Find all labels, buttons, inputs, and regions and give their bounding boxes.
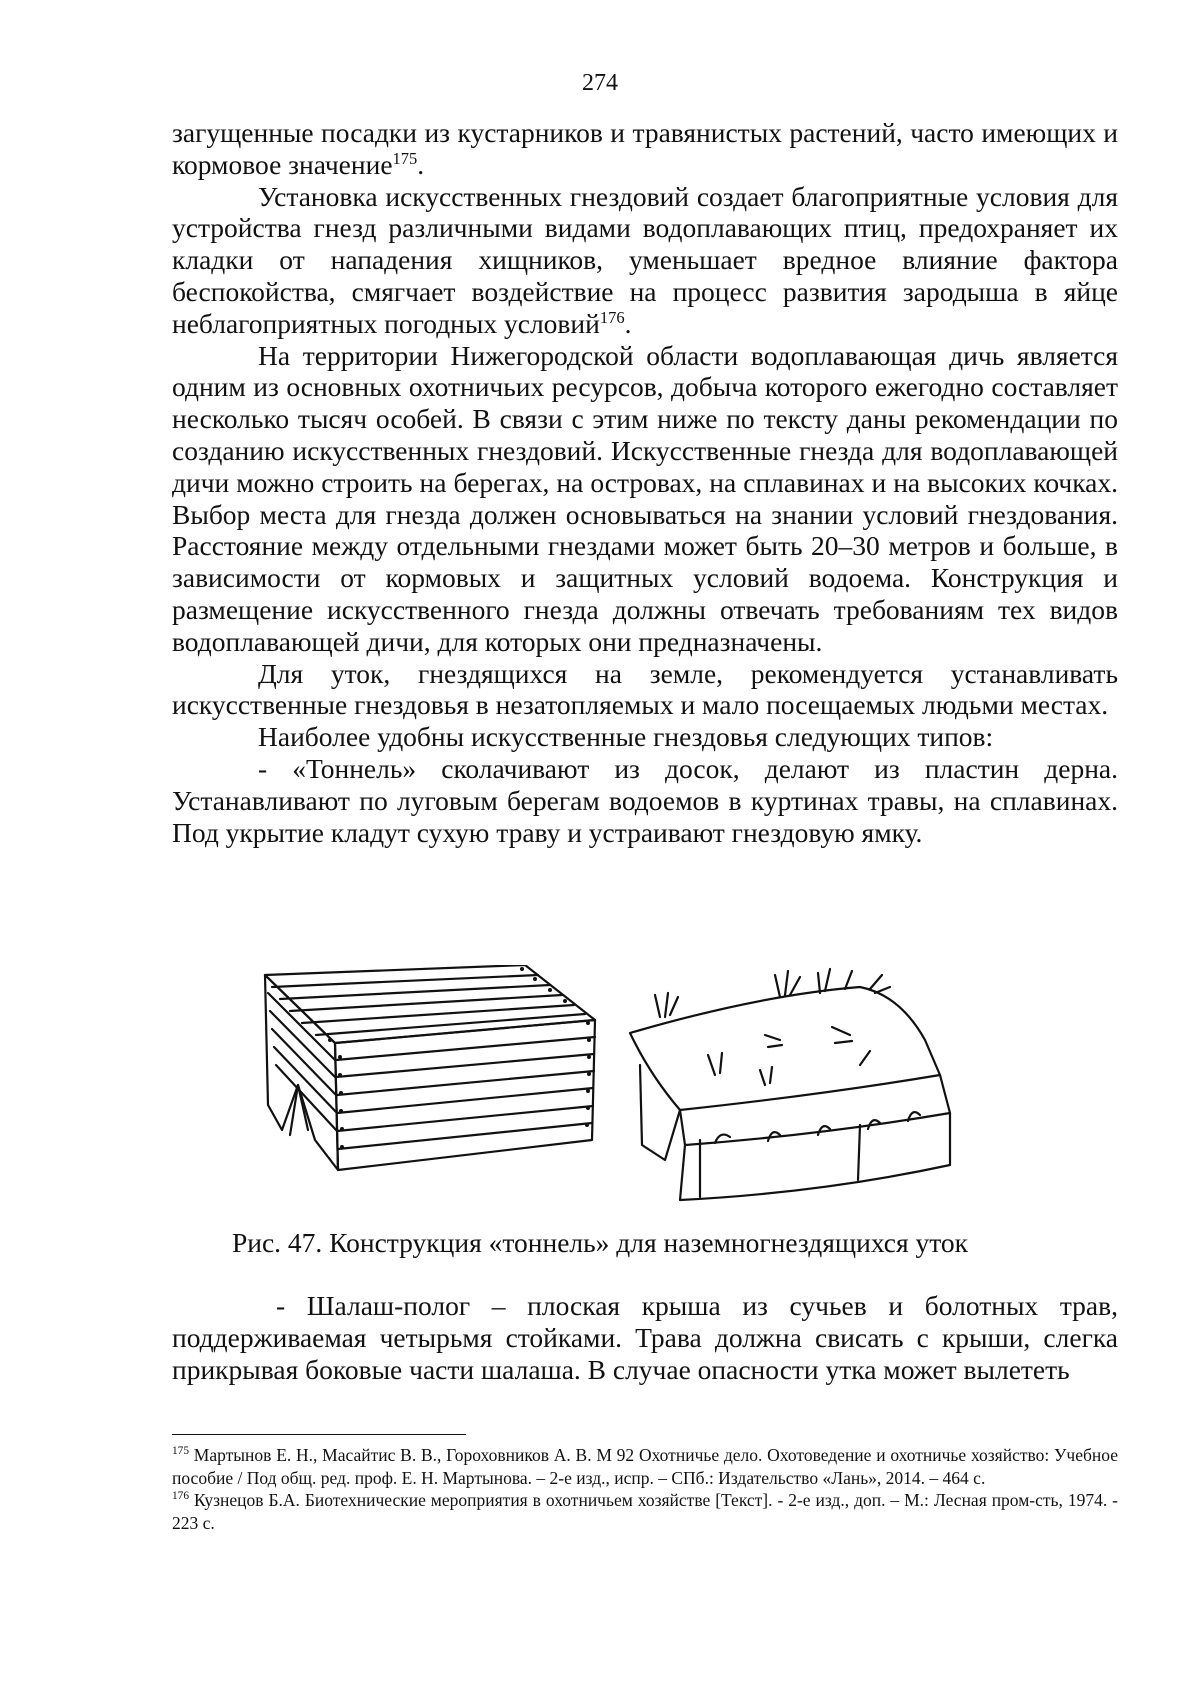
paragraph: - Шалаш-полог – плоская крыша из сучьев и болотных трав, поддерживаемая четырьмя стойками. Трава должна свисать с крыши, слегка прикрывая боковые части шалаша. В случае опасности утка может вылететь [172,1290,1118,1385]
paragraph: Наиболее удобны искусственные гнездовья следующих типов: [258,721,994,753]
paragraph: На территории Нижегородской области водоплавающая дичь является одним из основных охотничьих ресурсов, добыча которого ежегодно составляет несколько тысяч особей. В связи с этим ниже по тексту даны рекомендации по созданию искусственных гнездовий. Искусственные гнезда для водоплавающей дичи можно строить на берегах, на островах, на сплавинах и на высоких кочках. Выбор места для гнезда должен основываться на знании условий гнездования. Расстояние между отдельными гнездами может быть 20–30 метров и больше, в зависимости от кормовых и защитных условий водоема. Конструкция и размещение искусственного гнезда должны отвечать требованиям тех видов водоплавающей дичи, для которых они предназначены. [172,339,1118,657]
body-text-continued [172,1290,1118,1386]
paragraph: Для уток, гнездящихся на земле, рекомендуется устанавливать искусственные гнездовья в незатопляемых и мало посещаемых людьми местах. [172,657,1118,721]
body-text [172,117,1118,848]
paragraph: загущенные посадки из кустарников и травянистых растений, часто имеющих и кормовое значение$^{175}$. [172,117,1118,180]
page-number: 274 [582,70,618,96]
footnote-ref[interactable]: 176 [599,307,625,327]
footnote-divider [172,1434,466,1435]
footnote: $^{176}$ Кузнецов Б.А. Биотехнические мероприятия в охотничьем хозяйстве [Текст]. - 2-е изд., доп. – М.: Лесная пром-сть, 1974. - 223 с. [172,1490,1118,1533]
tunnel-nest-illustration [260,965,1030,1215]
footnote-ref[interactable]: 175 [392,148,418,168]
sod-tunnel-drawing [630,969,950,1200]
footnotes [172,1444,1118,1534]
plank-tunnel-drawing [265,965,595,1170]
paragraph: Установка искусственных гнездовий создает благоприятные условия для устройства гнезд различными видами водоплавающих птиц, предохраняет их кладки от нападения хищников, уменьшает вредное влияние фактора беспокойства, смягчает воздействие на процесс развития зародыша в яйце неблагоприятных погодных условий$^{176}$. [172,180,1118,339]
footnote: $^{175}$ Мартынов Е. Н., Масайтис В. В., Гороховников А. В. М 92 Охотничье дело. Охотоведение и охотничье хозяйство: Учебное пособие / Под общ. ред. проф. Е. Н. Мартынова. – 2-е изд., испр. – СПб.: Издательство «Лань», 2014. – 464 с. [172,1445,1118,1488]
paragraph: - «Тоннель» сколачивают из досок, делают из пластин дерна. Устанавливают по луговым берегам водоемов в куртинах травы, на сплавинах. Под укрытие кладут сухую траву и устраивают гнездовую ямку. [172,752,1118,848]
figure-caption: Рис. 47. Конструкция «тоннель» для наземногнездящихся уток [231,1227,969,1258]
